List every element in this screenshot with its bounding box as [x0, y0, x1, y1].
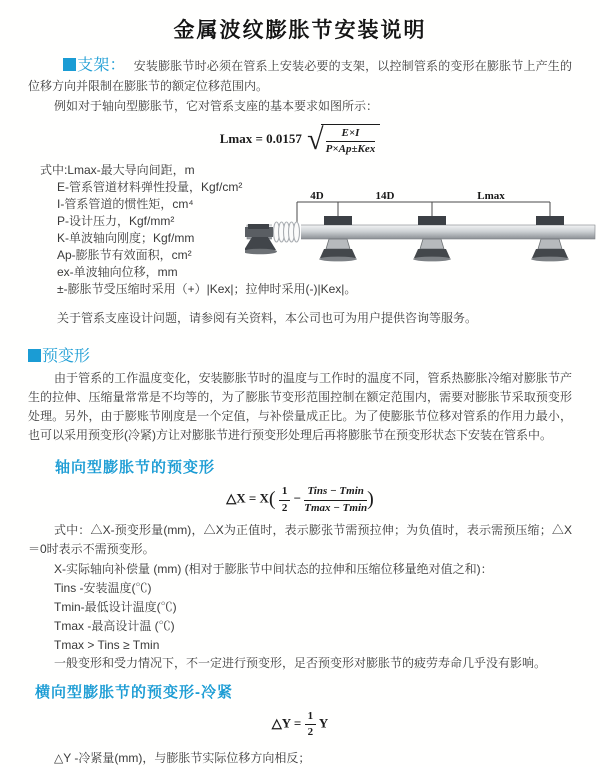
lmax-formula — [0, 124, 600, 156]
lmax-formula-radicand — [321, 124, 381, 156]
lateral-formula-rhs: Y — [318, 715, 329, 731]
document-page — [0, 14, 600, 767]
symbol-definitions — [40, 162, 600, 302]
lateral-numerator: 1 — [305, 710, 317, 725]
section-bullet-icon — [63, 58, 76, 71]
definition-item: K-单波轴向刚度；Kgf/mm — [57, 231, 195, 246]
definition-item: Ap-膨胀节有效面积，cm² — [57, 248, 192, 263]
half-numerator: 1 — [279, 485, 291, 500]
axial-predeform-heading: 轴向型膨胀节的预变形 — [55, 459, 216, 477]
parameter-item: Tins -安装温度(℃) — [54, 580, 152, 595]
parameter-item: X-实际轴向补偿量 (mm) (相对于膨胀节中间状态的拉伸和压缩位移量绝对值之和)： — [54, 561, 493, 576]
minus-sign: − — [293, 491, 301, 507]
pipe-support-diagram — [245, 188, 597, 283]
axial-formula — [0, 485, 600, 514]
lateral-description: △Y -冷紧量(mm)，与膨胀节实际位移方向相反； — [54, 751, 311, 766]
dim-label-14d: 14D — [375, 190, 395, 203]
axial-parameter-list — [54, 560, 572, 654]
predeform-paragraph: 由于管系的工作温度变化，安装膨胀节时的温度与工作时的温度不同，管系热膨胀冷缩对膨胀节产生的拉伸、压缩量常常是不均等的，为了膨胀节变形范围控制在额定范围内，需要对膨胀节采取预变形处理。另外，由于膨账节刚度是一个定值，与补偿量成正比。为了使膨胀节位移对管系的作用力最小，也可以采用预变形(冷紧)方让对膨胀节进行预变形处理后再将膨胀节在预变形状态下安装在管系中。 — [28, 371, 572, 443]
lmax-formula-denominator: P×Ap±Kex — [325, 143, 376, 156]
section-predeform — [0, 343, 600, 767]
open-paren: ( — [268, 488, 276, 511]
parameter-item: Tmax -最高设计温 (℃) — [54, 618, 175, 633]
support-paragraph — [28, 56, 572, 96]
definition-item: I-管系管道的惯性矩，cm⁴ — [57, 197, 194, 212]
definition-item: ex-单波轴向位移，mm — [57, 265, 178, 280]
definition-item: E-管系管道材料弹性投量，Kgf/cm² — [57, 180, 243, 195]
definition-item: 式中:Lmax-最大导向间距，m — [40, 163, 195, 178]
support-heading: 支架： — [77, 57, 126, 74]
lmax-formula-lhs: Lmax = 0.0157 — [219, 131, 302, 147]
predeform-heading — [28, 343, 600, 366]
sqrt-radical-icon: √ — [307, 123, 324, 157]
lateral-formula — [0, 710, 600, 739]
bellows-icon — [272, 222, 301, 242]
lateral-formula-lhs: △Y = — [271, 715, 302, 731]
axial-formula-lhs: △X = X — [226, 491, 269, 507]
example-paragraph: 例如对于轴向型膨胀节，它对管系支座的基本要求如图所示： — [54, 99, 379, 113]
axial-formula-description: 式中：△X-预变形量(mm)，△X为正值时，表示膨张节需预拉伸；为负值时，表示需预压缩；△X＝0时表示不需预变形。 — [28, 522, 572, 556]
section-support — [0, 56, 600, 327]
lateral-predeform-heading: 横向型膨胀节的预变形-冷紧 — [35, 683, 233, 701]
predeform-heading-label: 预变形 — [42, 348, 91, 366]
half-denominator: 2 — [281, 501, 288, 514]
page-title: 金属波纹膨胀节安装说明 — [173, 19, 427, 42]
parameter-item: Tmin-最低设计温度(℃) — [54, 599, 177, 614]
temp-numerator: Tins − Tmin — [304, 485, 367, 500]
definition-item: ±-膨胀节受压缩时采用（+）|Kex|；拉伸时采用(-)|Kex|。 — [57, 282, 357, 297]
definition-item: P-设计压力，Kgf/mm² — [57, 214, 175, 229]
lateral-denominator: 2 — [307, 725, 314, 738]
section-bullet-icon — [28, 349, 41, 362]
dim-label-4d: 4D — [310, 190, 324, 203]
close-paren: ) — [367, 488, 374, 511]
lmax-formula-numerator: E×I — [326, 127, 376, 142]
axial-note: 一般变形和受力情况下，不一定进行预变形，足否预变形对膨胀节的疲劳寿命几乎没有影响。 — [54, 655, 547, 670]
support-paragraph-text: 安装膨胀节时必须在管系上安装必要的支架，以控制管系的变形在膨胀节上产生的位移方向并限制在膨胀节的额定位移范围内。 — [28, 59, 572, 93]
parameter-item: Tmax > Tins ≥ Tmin — [54, 637, 160, 652]
temp-denominator: Tmax − Tmin — [304, 501, 368, 514]
support-note: 关于管系支座设计问题，请参阅有关资料，本公司也可为用户提供咨询等服务。 — [57, 311, 478, 326]
dim-label-lmax: Lmax — [477, 190, 505, 203]
